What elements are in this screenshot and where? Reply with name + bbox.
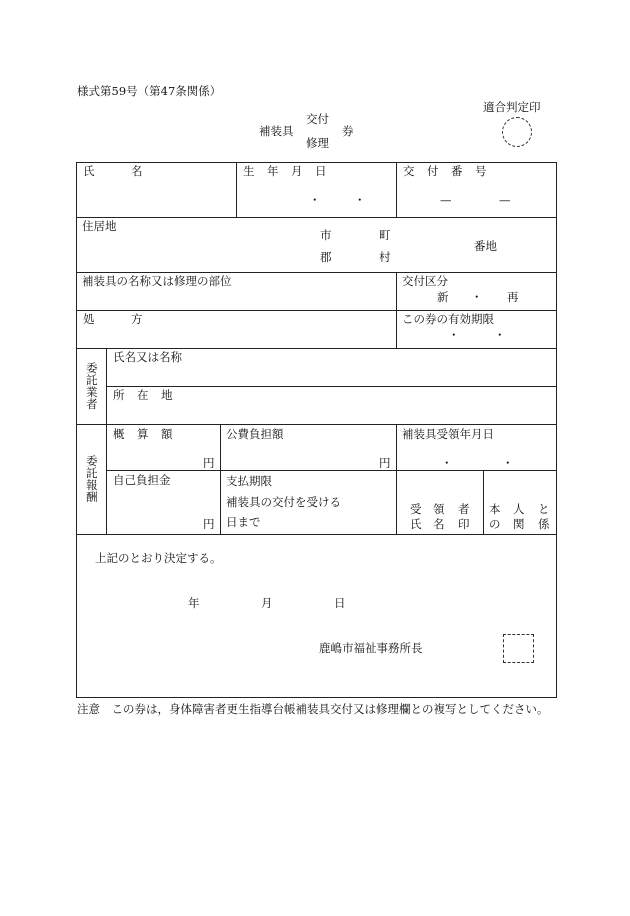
fee-side-1: 委 — [86, 454, 98, 468]
validity-label: この券の有効期限 — [402, 312, 494, 326]
payment-deadline-line1: 支払期限 — [226, 474, 272, 488]
payment-deadline-line2: 補装具の交付を受ける — [226, 495, 341, 509]
address-shi: 市 — [320, 228, 332, 242]
contractor-side-4: 者 — [86, 397, 98, 411]
form-number: 様式第59号（第47条関係） — [77, 84, 222, 98]
fee-side-4: 酬 — [86, 490, 98, 504]
validity-dot-2: ・ — [494, 328, 506, 342]
issue-number-label-b: 付 — [427, 164, 439, 178]
recipient-l2-c: 印 — [458, 517, 470, 531]
address-mura: 村 — [379, 250, 391, 264]
approval-seal-placeholder — [502, 117, 532, 147]
estimate-yen: 円 — [203, 456, 215, 470]
relation-l1-c: と — [538, 502, 550, 516]
issue-number-dash-1: — — [440, 193, 452, 207]
self-pay-yen: 円 — [203, 517, 215, 531]
estimate-label-a: 概 — [113, 427, 125, 441]
title-bottom: 修理 — [306, 136, 329, 150]
prescription-label-b: 方 — [131, 312, 143, 326]
issue-type-label: 交付区分 — [402, 274, 448, 288]
name-label-b: 名 — [131, 164, 143, 178]
relation-l1-b: 人 — [513, 502, 525, 516]
contractor-side-3: 業 — [86, 385, 98, 399]
birth-label-c: 月 — [291, 164, 303, 178]
issue-number-label-a: 交 — [403, 164, 415, 178]
decision-text: 上記のとおり決定する。 — [95, 551, 222, 565]
contractor-side-1: 委 — [86, 361, 98, 375]
decision-month: 月 — [261, 596, 273, 610]
recipient-l1-a: 受 — [410, 502, 422, 516]
public-fee-label: 公費負担額 — [226, 427, 284, 441]
fee-side-2: 託 — [86, 466, 98, 480]
public-fee-yen: 円 — [379, 456, 391, 470]
office-name: 鹿嶋市福祉事務所長 — [319, 641, 423, 655]
title-left: 補装具 — [259, 124, 294, 138]
issue-number-label-d: 号 — [475, 164, 487, 178]
address-label: 住居地 — [82, 219, 117, 233]
title-top: 交付 — [306, 112, 329, 126]
contractor-name-label: 氏名又は名称 — [113, 350, 182, 364]
contractor-loc-c: 地 — [161, 388, 173, 402]
relation-l2-a: の — [489, 517, 501, 531]
issue-number-label-c: 番 — [451, 164, 463, 178]
birth-label-b: 年 — [267, 164, 279, 178]
estimate-label-b: 算 — [137, 427, 149, 441]
recipient-l1-c: 者 — [458, 502, 470, 516]
issue-type-dot: ・ — [471, 290, 483, 304]
issue-number-dash-2: — — [499, 193, 511, 207]
contractor-loc-b: 在 — [137, 388, 149, 402]
self-pay-label: 自己負担金 — [113, 473, 171, 487]
receipt-date-label: 補装具受領年月日 — [402, 427, 494, 441]
receipt-date-dot-1: ・ — [441, 456, 453, 470]
receipt-date-dot-2: ・ — [502, 456, 514, 470]
contractor-side-2: 託 — [86, 373, 98, 387]
prescription-label-a: 処 — [83, 312, 95, 326]
issue-type-re[interactable]: 再 — [507, 290, 519, 304]
seal-label: 適合判定印 — [483, 100, 541, 114]
title-right: 券 — [342, 124, 354, 138]
official-seal-placeholder — [503, 634, 534, 663]
birth-label-a: 生 — [243, 164, 255, 178]
birth-label-d: 日 — [315, 164, 327, 178]
device-name-label: 補装具の名称又は修理の部位 — [82, 274, 232, 288]
name-field[interactable] — [78, 182, 234, 216]
contractor-loc-a: 所 — [113, 388, 125, 402]
address-banchi: 番地 — [474, 239, 497, 253]
decision-day: 日 — [334, 596, 346, 610]
decision-year: 年 — [188, 596, 200, 610]
estimate-label-c: 額 — [161, 427, 173, 441]
recipient-l2-a: 氏 — [410, 517, 422, 531]
fee-side-3: 報 — [86, 478, 98, 492]
payment-deadline-line3: 日まで — [226, 515, 261, 529]
recipient-l2-b: 名 — [433, 517, 445, 531]
validity-dot-1: ・ — [448, 328, 460, 342]
relation-l1-a: 本 — [489, 502, 501, 516]
address-gun: 郡 — [320, 250, 332, 264]
footer-note: 注意 この券は，身体障害者更生指導台帳補装具交付又は修理欄との複写としてください。 — [77, 702, 549, 716]
name-label-a: 氏 — [83, 164, 95, 178]
birth-dot-2: ・ — [354, 193, 366, 207]
relation-l2-c: 係 — [538, 517, 550, 531]
address-machi: 町 — [379, 228, 391, 242]
issue-type-new[interactable]: 新 — [437, 290, 449, 304]
birth-dot-1: ・ — [309, 193, 321, 207]
recipient-l1-b: 領 — [433, 502, 445, 516]
relation-l2-b: 関 — [513, 517, 525, 531]
